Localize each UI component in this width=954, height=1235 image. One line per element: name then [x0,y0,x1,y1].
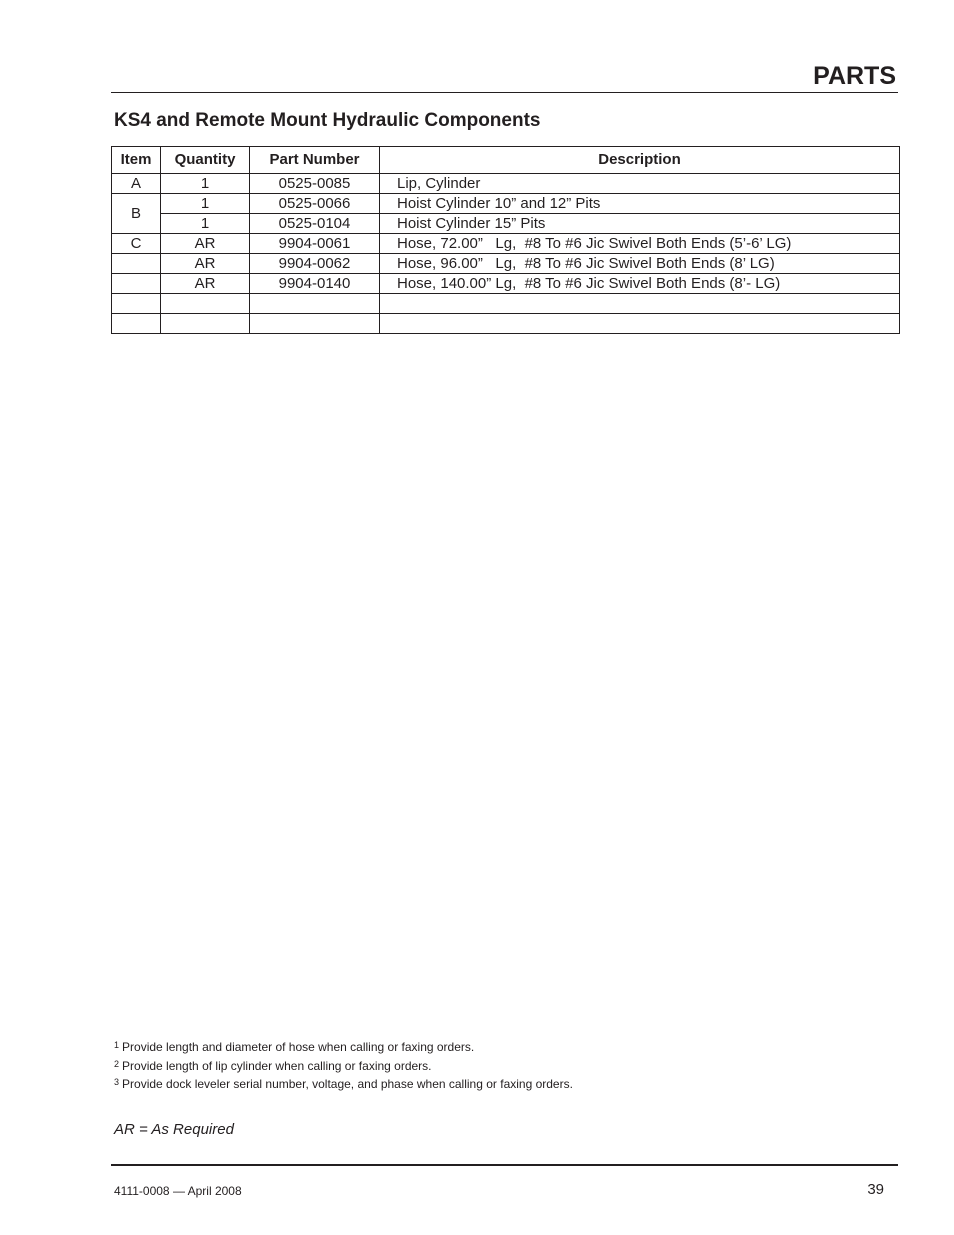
table-row [112,214,900,234]
cell-item [112,274,161,294]
document-id: 4111-0008 — April 2008 [114,1184,242,1198]
cell-item: B [112,194,161,234]
section-title: KS4 and Remote Mount Hydraulic Components [114,110,541,131]
cell-part-number: 9904-0061 [250,234,380,254]
cell-quantity [161,314,250,334]
footnote [114,1074,573,1093]
cell-description [380,294,900,314]
page-number: 39 [867,1181,884,1198]
cell-description: Hose, 140.00” Lg, #8 To #6 Jic Swivel Both Ends (8’- LG) [380,274,900,294]
footnote-text: Provide dock leveler serial number, voltage, and phase when calling or faxing orders. [122,1077,573,1091]
cell-description [380,314,900,334]
table-row [112,314,900,334]
header-rule [111,92,898,93]
cell-description: Hoist Cylinder 10” and 12” Pits [380,194,900,214]
footnote [114,1056,573,1075]
cell-description: Hose, 96.00” Lg, #8 To #6 Jic Swivel Both Ends (8’ LG) [380,254,900,274]
footnote [114,1037,573,1056]
cell-part-number: 9904-0140 [250,274,380,294]
cell-item [112,314,161,334]
cell-item [112,254,161,274]
column-header-item: Item [112,147,161,174]
table-header-row [112,147,900,174]
cell-quantity [161,294,250,314]
cell-quantity: AR [161,254,250,274]
cell-quantity: AR [161,274,250,294]
ar-note: AR = As Required [114,1121,234,1138]
cell-part-number: 0525-0104 [250,214,380,234]
cell-part-number [250,314,380,334]
cell-item: C [112,234,161,254]
table-row [112,294,900,314]
column-header-part-number: Part Number [250,147,380,174]
cell-item [112,294,161,314]
table-row [112,254,900,274]
cell-part-number: 9904-0062 [250,254,380,274]
footnote-marker: 1 [114,1040,120,1050]
page-header-title: PARTS [813,62,896,90]
cell-quantity: 1 [161,194,250,214]
column-header-quantity: Quantity [161,147,250,174]
footnote-marker: 3 [114,1077,120,1087]
parts-table [111,146,900,334]
footnotes [114,1037,573,1093]
table-row [112,274,900,294]
cell-description: Hose, 72.00” Lg, #8 To #6 Jic Swivel Both Ends (5’-6’ LG) [380,234,900,254]
table-row [112,194,900,214]
cell-quantity: 1 [161,174,250,194]
table-row [112,234,900,254]
column-header-description: Description [380,147,900,174]
cell-quantity: AR [161,234,250,254]
cell-description: Hoist Cylinder 15” Pits [380,214,900,234]
footnote-marker: 2 [114,1058,120,1069]
cell-item: A [112,174,161,194]
cell-description: Lip, Cylinder [380,174,900,194]
footer-rule [111,1164,898,1166]
cell-quantity: 1 [161,214,250,234]
cell-part-number: 0525-0066 [250,194,380,214]
footnote-text: Provide length of lip cylinder when calling or faxing orders. [122,1058,432,1073]
cell-part-number: 0525-0085 [250,174,380,194]
footnote-text: Provide length and diameter of hose when calling or faxing orders. [122,1040,475,1054]
table-row [112,174,900,194]
cell-part-number [250,294,380,314]
